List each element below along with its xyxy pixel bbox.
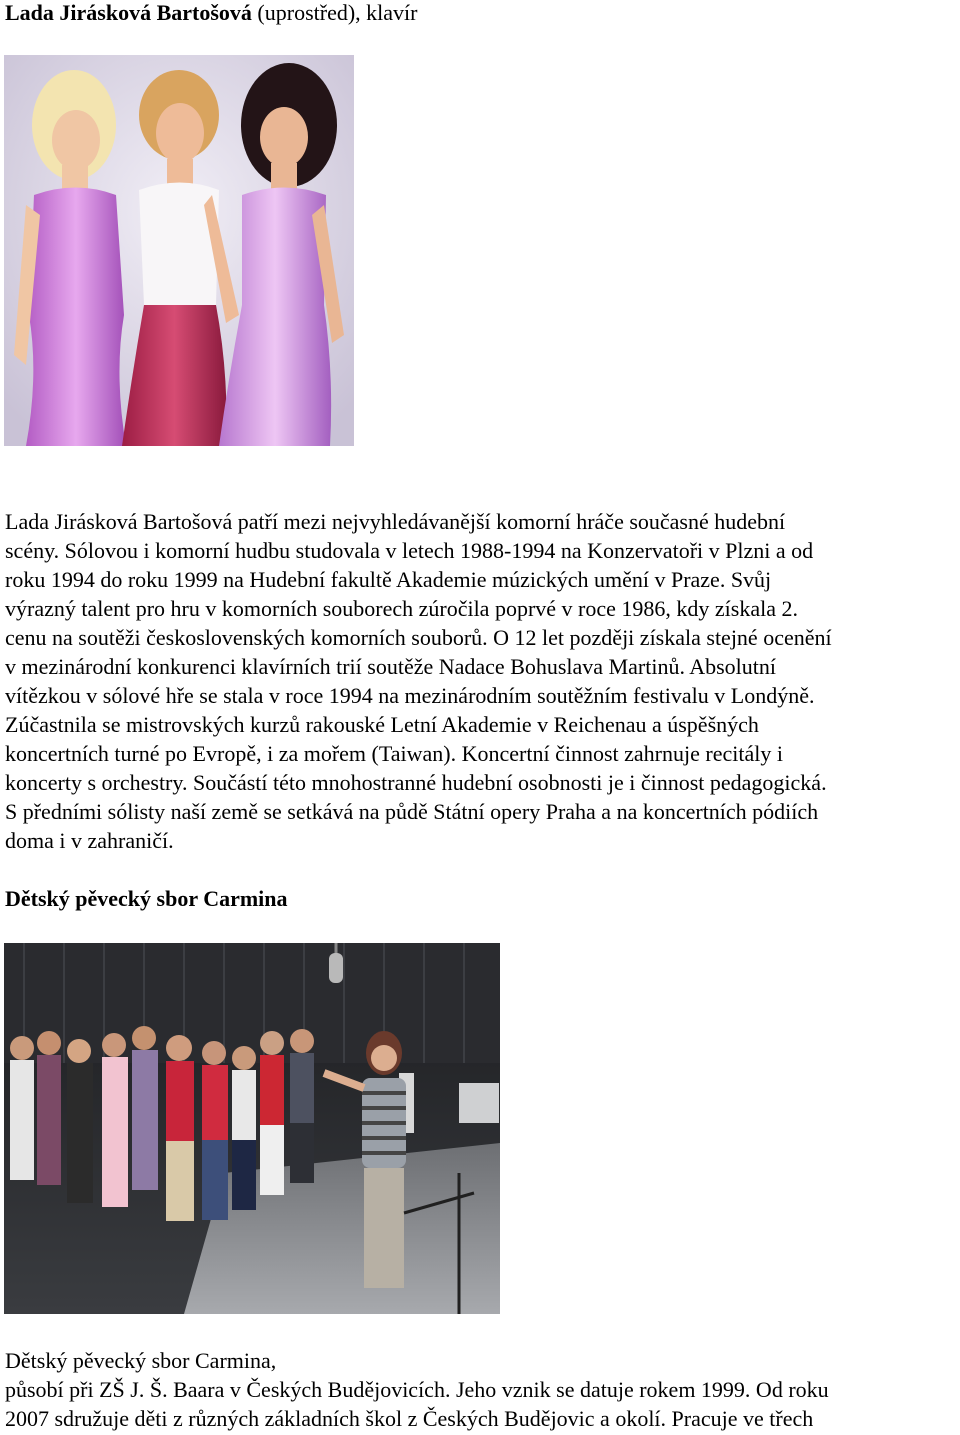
text-line: koncerty s orchestry. Součástí této mnohostranné hudební osobnosti je i činnost pedagogická. xyxy=(5,770,827,795)
text-line: scény. Sólovou i komorní hudbu studovala v letech 1988-1994 na Konzervatoři v Plzni a od xyxy=(5,538,814,563)
text-line: Lada Jirásková Bartošová patří mezi nejvyhledávanější komorní hráče současné hudební xyxy=(5,509,786,534)
trio-photo xyxy=(4,55,354,446)
text-line: vítězkou v sólové hře se stala v roce 1994 na mezinárodním soutěžním festivalu v Londýně. xyxy=(5,683,815,708)
text-line: 2007 sdružuje děti z různých základních škol z Českých Budějovic a okolí. Pracuje ve třech xyxy=(5,1406,814,1431)
text-line: výrazný talent pro hru v komorních souborech zúročila poprvé v roce 1986, kdy získala 2. xyxy=(5,596,798,621)
heading-name: Lada Jirásková Bartošová xyxy=(5,0,252,25)
text-line: působí při ZŠ J. Š. Baara v Českých Budějovicích. Jeho vznik se datuje rokem 1999. Od roku xyxy=(5,1377,829,1402)
text-line: doma i v zahraničí. xyxy=(5,828,174,853)
choir-paragraph xyxy=(5,1346,960,1433)
text-line: roku 1994 do roku 1999 na Hudební fakultě Akademie múzických umění v Praze. Svůj xyxy=(5,567,772,592)
section-heading-lada xyxy=(5,0,417,26)
text-line: koncertních turné po Evropě, i za mořem (Taiwan). Koncertní činnost zahrnuje recitály i xyxy=(5,741,783,766)
choir-photo xyxy=(4,943,500,1314)
text-line: v mezinárodní konkurenci klavírních trií soutěže Nadace Bohuslava Martinů. Absolutní xyxy=(5,654,777,679)
text-line: Zúčastnila se mistrovských kurzů rakouské Letní Akademie v Reichenau a úspěšných xyxy=(5,712,759,737)
text-line: Dětský pěvecký sbor Carmina, xyxy=(5,1348,277,1373)
heading-title: Dětský pěvecký sbor Carmina xyxy=(5,886,288,911)
text-line: cenu na soutěži československých komorních souborů. O 12 let později získala stejné ocenění xyxy=(5,625,832,650)
bio-paragraph xyxy=(5,507,960,855)
heading-caption: (uprostřed), klavír xyxy=(251,0,418,25)
text-line: S předními sólisty naší země se setkává na půdě Státní opery Praha a na koncertních pódiích xyxy=(5,799,819,824)
section-heading-carmina xyxy=(5,886,288,912)
